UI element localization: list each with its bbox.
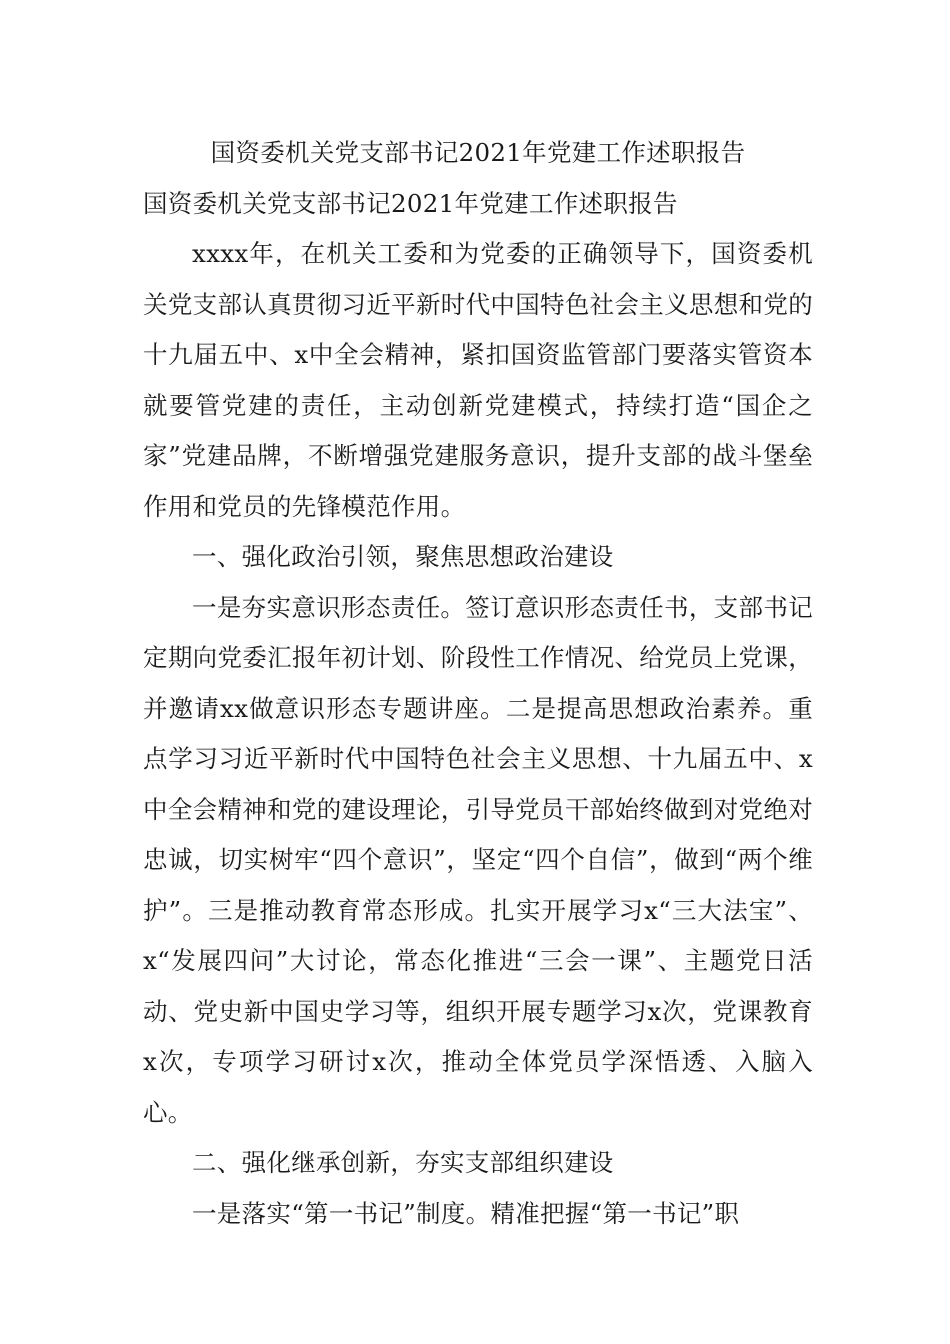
section-2-heading: 二、强化继承创新，夯实支部组织建设: [192, 1148, 614, 1177]
document-title-repeat: 国资委机关党支部书记2021年党建工作述职报告: [143, 188, 678, 218]
section-1-paragraph: 一是夯实意识形态责任。签订意识形态责任书，支部书记定期向党委汇报年初计划、阶段性工作情况、给党员上党课，并邀请xx做意识形态专题讲座。二是提高思想政治素养。重点学习习近平新时代中国特色社会主义思想、十九届五中、x中全会精神和党的建设理论，引导党员干部始终做到对党绝对忠诚，切实树牢“四个意识”，坚定“四个自信”，做到“两个维护”。三是推动教育常态形成。扎实开展学习x“三大法宝”、x“发展四问”大讨论，常态化推进“三会一课”、主题党日活动、党史新中国史学习等，组织开展专题学习x次，党课教育x次，专项学习研讨x次，推动全体党员学深悟透、入脑入心。: [143, 592, 813, 1127]
document-body: [143, 128, 813, 1239]
document-title: 国资委机关党支部书记2021年党建工作述职报告: [210, 138, 746, 167]
section-1-heading: 一、强化政治引领，聚焦思想政治建设: [192, 542, 614, 571]
intro-paragraph: xxxx年，在机关工委和为党委的正确领导下，国资委机关党支部认真贯彻习近平新时代中国特色社会主义思想和党的十九届五中、x中全会精神，紧扣国资监管部门要落实管资本就要管党建的责任，主动创新党建模式，持续打造“国企之家”党建品牌，不断增强党建服务意识，提升支部的战斗堡垒作用和党员的先锋模范作用。: [143, 239, 813, 521]
section-2-paragraph: 一是落实“第一书记”制度。精准把握“第一书记”职: [192, 1198, 740, 1228]
